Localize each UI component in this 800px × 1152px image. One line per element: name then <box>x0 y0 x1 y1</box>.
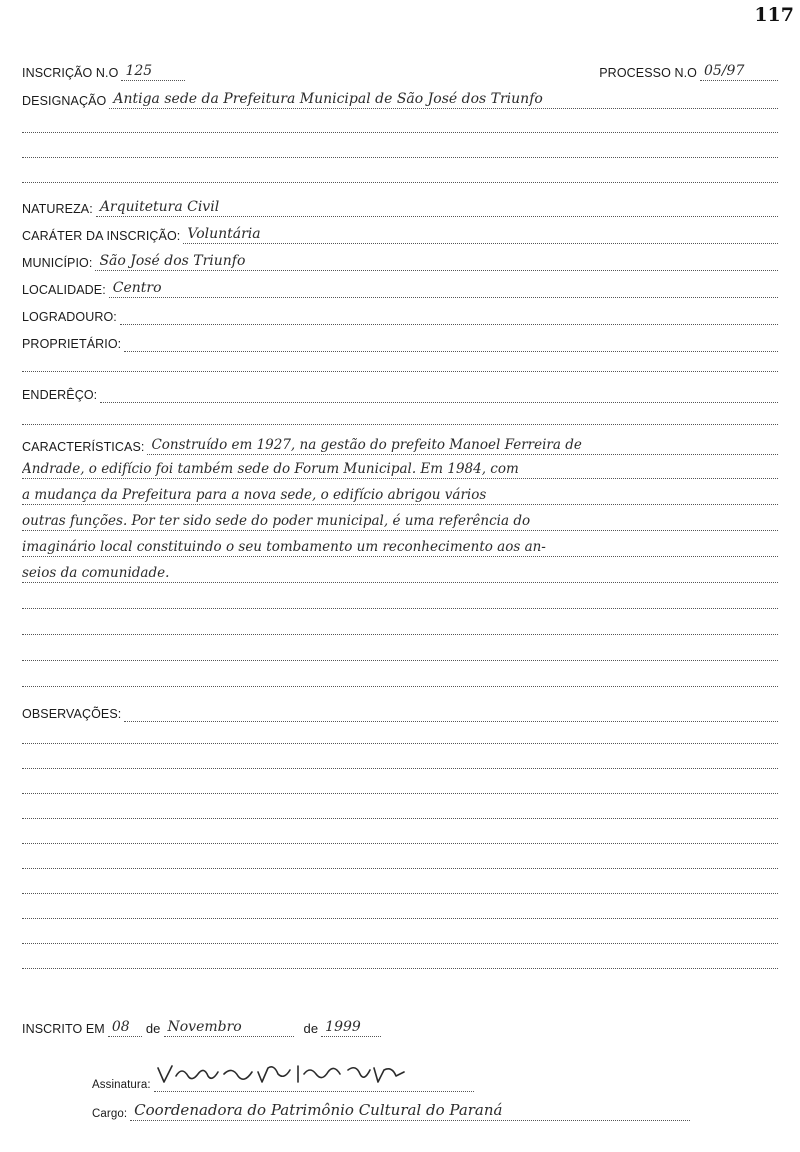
processo-label: PROCESSO N.O <box>599 66 697 80</box>
month-field[interactable] <box>164 1018 294 1037</box>
carater-row <box>22 225 778 244</box>
inscricao-label: INSCRIÇÃO N.O <box>22 66 119 80</box>
caracteristicas-row <box>22 436 778 455</box>
localidade-label: LOCALIDADE: <box>22 283 106 297</box>
observacoes-field[interactable] <box>124 703 778 722</box>
inscrito-label: INSCRITO EM <box>22 1022 105 1036</box>
proprietario-row <box>22 333 778 352</box>
processo-field[interactable] <box>700 62 778 81</box>
endereco-field[interactable] <box>100 384 778 403</box>
observacoes-rule-9 <box>22 943 778 944</box>
logradouro-label: LOGRADOURO: <box>22 310 117 324</box>
caracteristicas-label: CARACTERÍSTICAS: <box>22 440 145 454</box>
localidade-field[interactable] <box>109 279 778 298</box>
carater-field[interactable] <box>183 225 778 244</box>
caracteristicas-rule-3 <box>22 660 778 661</box>
observacoes-rule-7 <box>22 893 778 894</box>
natureza-row <box>22 198 778 217</box>
natureza-value: Arquitetura Civil <box>99 199 220 215</box>
processo-value: 05/97 <box>704 63 745 79</box>
designacao-rule-2 <box>22 157 778 158</box>
caracteristicas-line-1: Andrade, o edifício foi também sede do Forum Municipal. Em 1984, com <box>22 460 778 479</box>
municipio-label: MUNICÍPIO: <box>22 256 93 270</box>
assinatura-label: Assinatura: <box>92 1079 151 1091</box>
assinatura-field[interactable] <box>154 1060 474 1092</box>
natureza-label: NATUREZA: <box>22 202 93 216</box>
natureza-field[interactable] <box>96 198 778 217</box>
observacoes-rule-4 <box>22 818 778 819</box>
logradouro-field[interactable] <box>120 306 778 325</box>
de-label-2: de <box>303 1021 319 1036</box>
designacao-field[interactable] <box>109 90 778 109</box>
assinatura-row <box>92 1060 474 1092</box>
observacoes-row <box>22 703 778 722</box>
header-row <box>22 62 778 81</box>
localidade-value: Centro <box>112 280 162 296</box>
localidade-row <box>22 279 778 298</box>
observacoes-rule-2 <box>22 768 778 769</box>
caracteristicas-rule-1 <box>22 608 778 609</box>
observacoes-label: OBSERVAÇÕES: <box>22 707 122 721</box>
caracteristicas-line-0[interactable] <box>147 436 778 455</box>
observacoes-rule-3 <box>22 793 778 794</box>
de-label-1: de <box>145 1021 161 1036</box>
signature-icon <box>154 1060 414 1086</box>
caracteristicas-text: Construído em 1927, na gestão do prefeito Manoel Ferreira de <box>151 437 582 453</box>
endereco-rule <box>22 424 778 425</box>
cargo-field[interactable] <box>130 1102 690 1121</box>
observacoes-rule-5 <box>22 843 778 844</box>
logradouro-row <box>22 306 778 325</box>
designacao-label: DESIGNAÇÃO <box>22 94 107 108</box>
day-field[interactable] <box>108 1018 142 1037</box>
proprietario-label: PROPRIETÁRIO: <box>22 337 122 351</box>
inscrito-row <box>22 1018 381 1037</box>
endereco-row <box>22 384 778 403</box>
municipio-value: São José dos Triunfo <box>99 253 246 269</box>
proprietario-rule <box>22 371 778 372</box>
municipio-field[interactable] <box>95 252 778 271</box>
designacao-rule-1 <box>22 132 778 133</box>
inscricao-value: 125 <box>125 63 153 79</box>
designacao-row <box>22 90 778 109</box>
proprietario-field[interactable] <box>124 333 778 352</box>
caracteristicas-rule-2 <box>22 634 778 635</box>
cargo-value: Coordenadora do Patrimônio Cultural do Paraná <box>134 1101 503 1119</box>
year-field[interactable] <box>321 1018 381 1037</box>
page-number: 117 <box>754 4 794 26</box>
day-value: 08 <box>111 1019 130 1035</box>
month-value: Novembro <box>167 1019 242 1035</box>
carater-value: Voluntária <box>187 226 261 242</box>
endereco-label: ENDERÊÇO: <box>22 388 98 402</box>
signature-mark <box>154 1067 414 1091</box>
caracteristicas-line-4: imaginário local constituindo o seu tombamento um reconhecimento aos an- <box>22 538 778 557</box>
observacoes-rule-10 <box>22 968 778 969</box>
cargo-label: Cargo: <box>92 1108 128 1120</box>
observacoes-rule-8 <box>22 918 778 919</box>
carater-label: CARÁTER DA INSCRIÇÃO: <box>22 229 181 243</box>
caracteristicas-line-3: outras funções. Por ter sido sede do poder municipal, é uma referência do <box>22 512 778 531</box>
observacoes-rule-1 <box>22 743 778 744</box>
year-value: 1999 <box>325 1019 361 1035</box>
caracteristicas-rule-4 <box>22 686 778 687</box>
designacao-rule-3 <box>22 182 778 183</box>
cargo-row <box>92 1102 690 1121</box>
caracteristicas-line-2: a mudança da Prefeitura para a nova sede, o edifício abrigou vários <box>22 486 778 505</box>
inscricao-field[interactable] <box>121 62 185 81</box>
designacao-value: Antiga sede da Prefeitura Municipal de São José dos Triunfo <box>113 91 543 107</box>
caracteristicas-line-5: seios da comunidade. <box>22 564 778 583</box>
municipio-row <box>22 252 778 271</box>
observacoes-rule-6 <box>22 868 778 869</box>
